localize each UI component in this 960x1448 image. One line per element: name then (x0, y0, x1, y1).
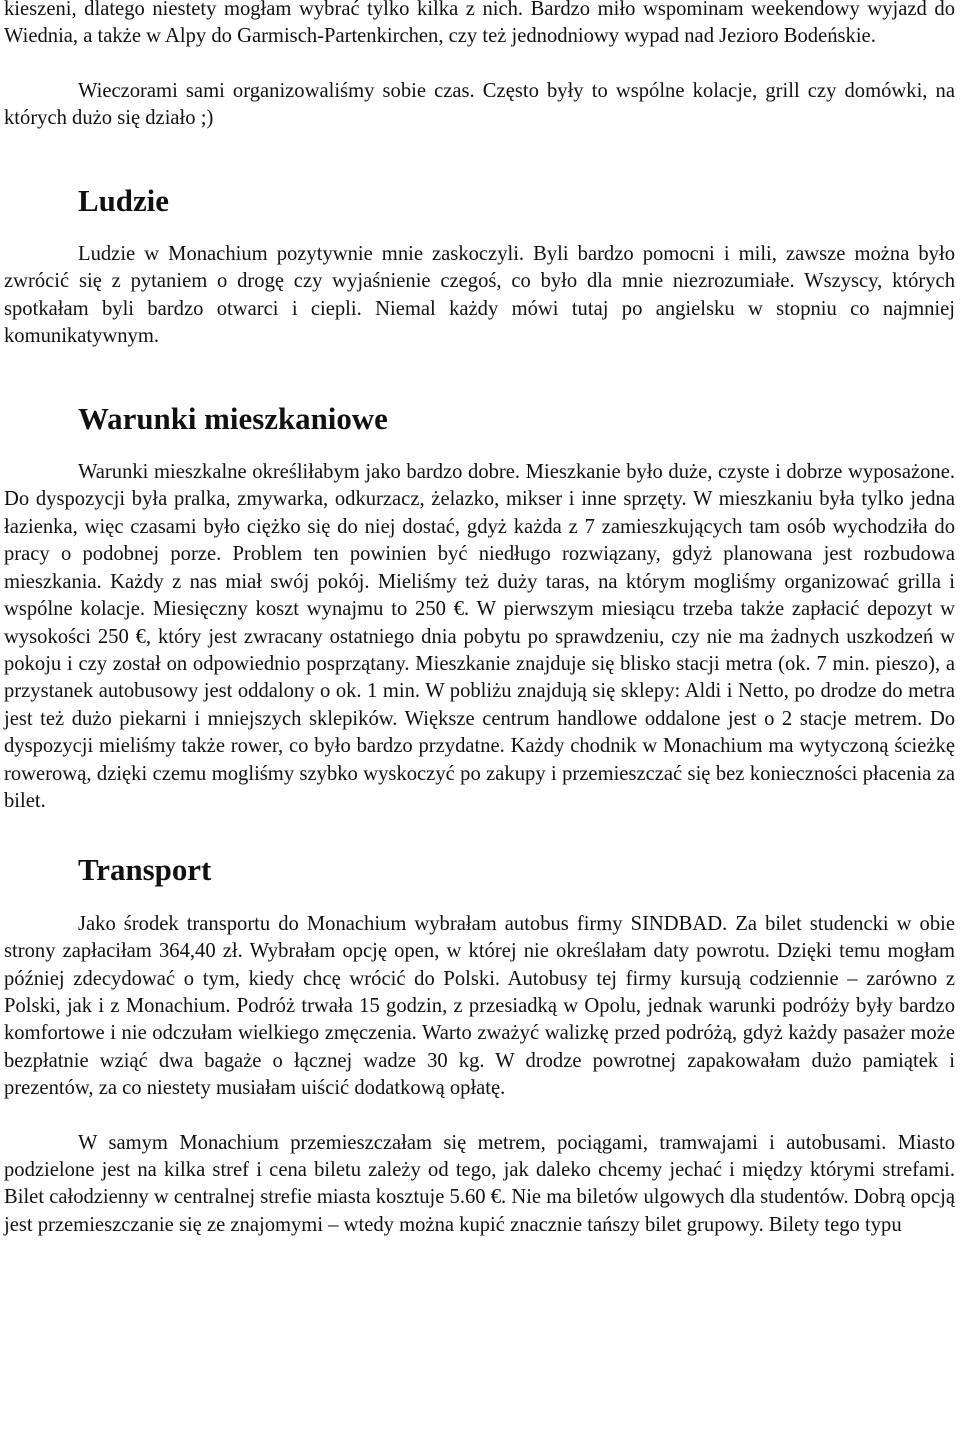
spacer (4, 51, 955, 78)
heading-transport: Transport (78, 852, 212, 888)
housing-paragraph: Warunki mieszkalne określiłabym jako bardzo dobre. Mieszkanie było duże, czyste i dobrze wyposażone. Do dyspozycji była pralka, zmywarka, odkurzacz, żelazko, mikser i inne sprzęty. W mieszkaniu była tylko jedna łazienka, więc czasami było ciężko się do niej dostać, gdyż każda z 7 zamieszkujących tam osób wychodziła do pracy o podobnej porze. Problem ten powinien być niedługo rozwiązany, gdyż planowana jest rozbudowa mieszkania. Każdy z nas miał swój pokój. Mieliśmy też duży taras, na którym mogliśmy organizować grilla i wspólne kolacje. Miesięczny koszt wynajmu to 250 €. W pierwszym miesiącu trzeba także zapłacić depozyt w wysokości 250 €, który jest zwracany ostatniego dnia pobytu po sprawdzeniu, czy nie ma żadnych uszkodzeń w pokoju i czy został on odpowiednio posprzątany. Mieszkanie znajduje się blisko stacji metra (ok. 7 min. pieszo), a przystanek autobusowy jest oddalony o ok. 1 min. W pobliżu znajdują się sklepy: Aldi i Netto, po drodze do metra jest też dużo piekarni i mniejszych sklepików. Większe centrum handlowe oddalone jest o 2 stacje metrem. Do dyspozycji mieliśmy także rower, co było bardzo przydatne. Każdy chodnik w Monachium ma wytyczoną ścieżkę rowerową, dzięki czemu mogliśmy szybko wyskoczyć po zakupy i przemieszczać się bez konieczności płacenia za bilet. (4, 461, 955, 812)
document-page (4, 0, 955, 1239)
spacer (4, 1103, 955, 1130)
spacer (4, 214, 955, 241)
people-paragraph: Ludzie w Monachium pozytywnie mnie zaskoczyli. Byli bardzo pomocni i mili, zawsze można było zwrócić się z pytaniem o drogę czy wyjaśnienie czegoś, co było dla mnie niezrozumiałe. Wszyscy, których spotkałam byli bardzo otwarci i cieplі. Niemal każdy mówi tutaj po angielsku w stopniu co najmniej komunikatywnym. (4, 243, 955, 348)
heading-housing: Warunki mieszkaniowe (78, 400, 388, 436)
transport-paragraph-2: W samym Monachium przemieszczałam się metrem, pociągami, tramwajami i autobusami. Miasto podzielone jest na kilka stref i cena biletu zależy od tego, jak daleko chcemy jechać i między którymi strefami. Bilet całodzienny w centralnej strefie miasta kosztuje 5.60 €. Nie ma biletów ulgowych dla studentów. Dobrą opcją jest przemieszczanie się ze znajomymi – wtedy można kupić znacznie tańszy bilet grupowy. Bilety tego typu (4, 1131, 955, 1236)
intro-paragraph-2: Wieczorami sami organizowaliśmy sobie czas. Często były to wspólne kolacje, grill czy domówki, na których dużo się działo ;) (4, 79, 955, 130)
heading-people: Ludzie (78, 182, 169, 218)
intro-paragraph-1: kieszeni, dlatego niestety mogłam wybrać tylko kilka z nich. Bardzo miło wspominam weekendowy wyjazd do Wiednia, a także w Alpy do Garmisch-Partenkirchen, czy też jednodniowy wypad nad Jezioro Bodeńskie. (4, 0, 955, 48)
spacer (4, 884, 955, 911)
spacer (4, 432, 955, 459)
spacer (4, 351, 955, 405)
transport-paragraph-1: Jako środek transportu do Monachium wybrałam autobus firmy SINDBAD. Za bilet studencki w obie strony zapłaciłam 364,40 zł. Wybrałam opcję open, w której nie określałam daty powrotu. Dzięki temu mogłam później zdecydować o tym, kiedy chcę wrócić do Polski. Autobusy tej firmy kursują codziennie – zarówno z Polski, jak i z Monachium. Podróż trwała 15 godzin, z przesiadką w Opolu, jednak warunki podróży były bardzo komfortowe i nie odczułam wielkiego zmęczenia. Warto zważyć walizkę przed podróżą, gdyż każdy pasażer może bezpłatnie wziąć dwa bagaże o łącznej wadze 30 kg. W drodze powrotnej zapakowałam dużo pamiątek i prezentów, za co niestety musiałam uiścić dodatkową opłatę. (4, 912, 955, 1100)
spacer (4, 133, 955, 187)
spacer (4, 815, 955, 856)
